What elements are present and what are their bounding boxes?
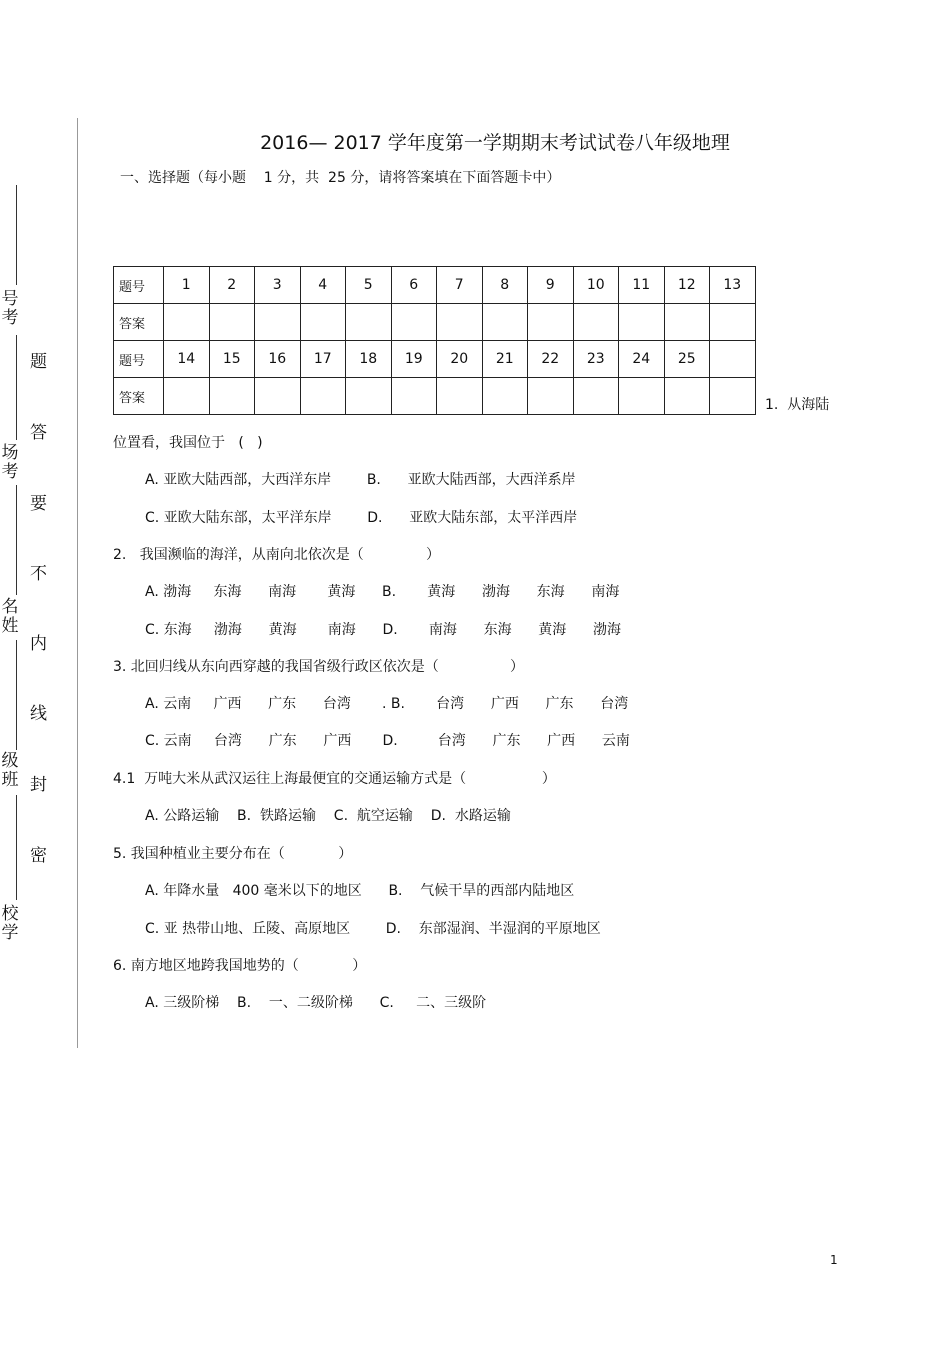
question-number: 25 (664, 341, 710, 378)
answer-cell[interactable] (391, 304, 437, 341)
answer-cell[interactable] (710, 304, 756, 341)
question-number-row (114, 267, 756, 304)
question-4: 4.1 万吨大米从武汉运往上海最便宜的交通运输方式是（ ） (113, 771, 556, 787)
answer-cell[interactable] (619, 378, 665, 415)
binding-line-4 (16, 640, 17, 750)
question-number: 11 (619, 267, 665, 304)
question-number: 12 (664, 267, 710, 304)
question-number: 22 (528, 341, 574, 378)
answer-cell[interactable] (528, 378, 574, 415)
answer-cell[interactable] (209, 304, 255, 341)
question-1-options-ab: A. 亚欧大陆西部，大西洋东岸 B. 亚欧大陆西部，大西洋系岸 (145, 472, 576, 488)
answer-cell[interactable] (482, 304, 528, 341)
answer-cell[interactable] (255, 378, 301, 415)
question-3: 3. 北回归线从东向西穿越的我国省级行政区依次是（ ） (113, 659, 525, 675)
question-number-row (114, 341, 756, 378)
answer-cell[interactable] (300, 378, 346, 415)
answer-cell[interactable] (300, 304, 346, 341)
answer-cell[interactable] (164, 378, 210, 415)
margin-rule (77, 118, 78, 1048)
question-6: 6. 南方地区地跨我国地势的（ ） (113, 958, 367, 974)
question-number: 20 (437, 341, 483, 378)
exam-title: 2016— 2017 学年度第一学期期末考试试卷八年级地理 (260, 132, 730, 154)
question-number: 6 (391, 267, 437, 304)
question-1: 位置看，我国位于 ( ) (113, 435, 263, 451)
question-number: 1 (164, 267, 210, 304)
question-number: 9 (528, 267, 574, 304)
answer-row (114, 304, 756, 341)
question-1-options-cd: C. 亚欧大陆东部，太平洋东岸 D. 亚欧大陆东部，太平洋西岸 (145, 510, 578, 526)
question-6-options: A. 三级阶梯 B. 一、二级阶梯 C. 二、三级阶 (145, 995, 487, 1011)
label-answer: 答案 (114, 378, 164, 415)
question-number: 19 (391, 341, 437, 378)
answer-cell[interactable] (573, 304, 619, 341)
question-number (710, 341, 756, 378)
answer-cell[interactable] (437, 378, 483, 415)
answer-cell[interactable] (710, 378, 756, 415)
binding-label-xingming: 名 姓 (1, 597, 19, 636)
question-number: 23 (573, 341, 619, 378)
binding-label-kaohao: 号 考 (1, 289, 19, 328)
binding-label-xuexiao: 校 学 (1, 904, 19, 943)
question-number: 24 (619, 341, 665, 378)
question-5-options-cd: C. 亚 热带山地、丘陵、高原地区 D. 东部湿润、半湿润的平原地区 (145, 921, 601, 937)
question-5-options-ab: A. 年降水量 400 毫米以下的地区 B. 气候干旱的西部内陆地区 (145, 883, 575, 899)
question-number: 17 (300, 341, 346, 378)
answer-cell[interactable] (391, 378, 437, 415)
answer-cell[interactable] (437, 304, 483, 341)
answer-cell[interactable] (164, 304, 210, 341)
seal-char: 内 (30, 634, 47, 654)
question-number: 5 (346, 267, 392, 304)
seal-char: 要 (30, 494, 47, 514)
binding-label-kaochang: 场 考 (1, 443, 19, 482)
page-number: 1 (830, 1253, 838, 1267)
seal-char: 答 (30, 423, 47, 443)
question-number: 18 (346, 341, 392, 378)
question-2-options-cd: C. 东海 渤海 黄海 南海 D. 南海 东海 黄海 渤海 (145, 622, 621, 638)
answer-cell[interactable] (664, 378, 710, 415)
question-4-options: A. 公路运输 B. 铁路运输 C. 航空运输 D. 水路运输 (145, 808, 511, 824)
label-question: 题号 (114, 267, 164, 304)
answer-cell[interactable] (619, 304, 665, 341)
section-heading: 一、选择题（每小题 1 分，共 25 分，请将答案填在下面答题卡中） (120, 170, 561, 186)
question-number: 4 (300, 267, 346, 304)
binding-line-1 (16, 185, 17, 285)
binding-line-2 (16, 335, 17, 440)
question-3-options-ab: A. 云南 广西 广东 台湾 . B. 台湾 广西 广东 台湾 (145, 696, 629, 712)
answer-cell[interactable] (255, 304, 301, 341)
answer-row (114, 378, 756, 415)
question-2-options-ab: A. 渤海 东海 南海 黄海 B. 黄海 渤海 东海 南海 (145, 584, 620, 600)
question-number: 3 (255, 267, 301, 304)
seal-char: 不 (30, 564, 47, 584)
label-answer: 答案 (114, 304, 164, 341)
question-1-start: 1. 从海陆 (765, 397, 830, 413)
binding-line-5 (16, 795, 17, 900)
answer-cell[interactable] (664, 304, 710, 341)
seal-char: 密 (30, 846, 47, 866)
question-number: 2 (209, 267, 255, 304)
question-number: 10 (573, 267, 619, 304)
answer-cell[interactable] (482, 378, 528, 415)
question-number: 13 (710, 267, 756, 304)
label-question: 题号 (114, 341, 164, 378)
seal-char: 线 (30, 704, 47, 724)
answer-cell[interactable] (346, 378, 392, 415)
answer-cell[interactable] (209, 378, 255, 415)
binding-label-banji: 级 班 (1, 751, 19, 790)
question-number: 21 (482, 341, 528, 378)
answer-card-table (113, 266, 756, 415)
question-number: 14 (164, 341, 210, 378)
question-3-options-cd: C. 云南 台湾 广东 广西 D. 台湾 广东 广西 云南 (145, 733, 630, 749)
binding-line-3 (16, 485, 17, 595)
question-number: 15 (209, 341, 255, 378)
seal-char: 封 (30, 775, 47, 795)
question-number: 7 (437, 267, 483, 304)
answer-cell[interactable] (346, 304, 392, 341)
question-2: 2. 我国濒临的海洋，从南向北依次是（ ） (113, 547, 441, 563)
answer-cell[interactable] (573, 378, 619, 415)
seal-char: 题 (30, 352, 47, 372)
question-number: 16 (255, 341, 301, 378)
answer-cell[interactable] (528, 304, 574, 341)
question-number: 8 (482, 267, 528, 304)
question-5: 5. 我国种植业主要分布在（ ） (113, 846, 353, 862)
